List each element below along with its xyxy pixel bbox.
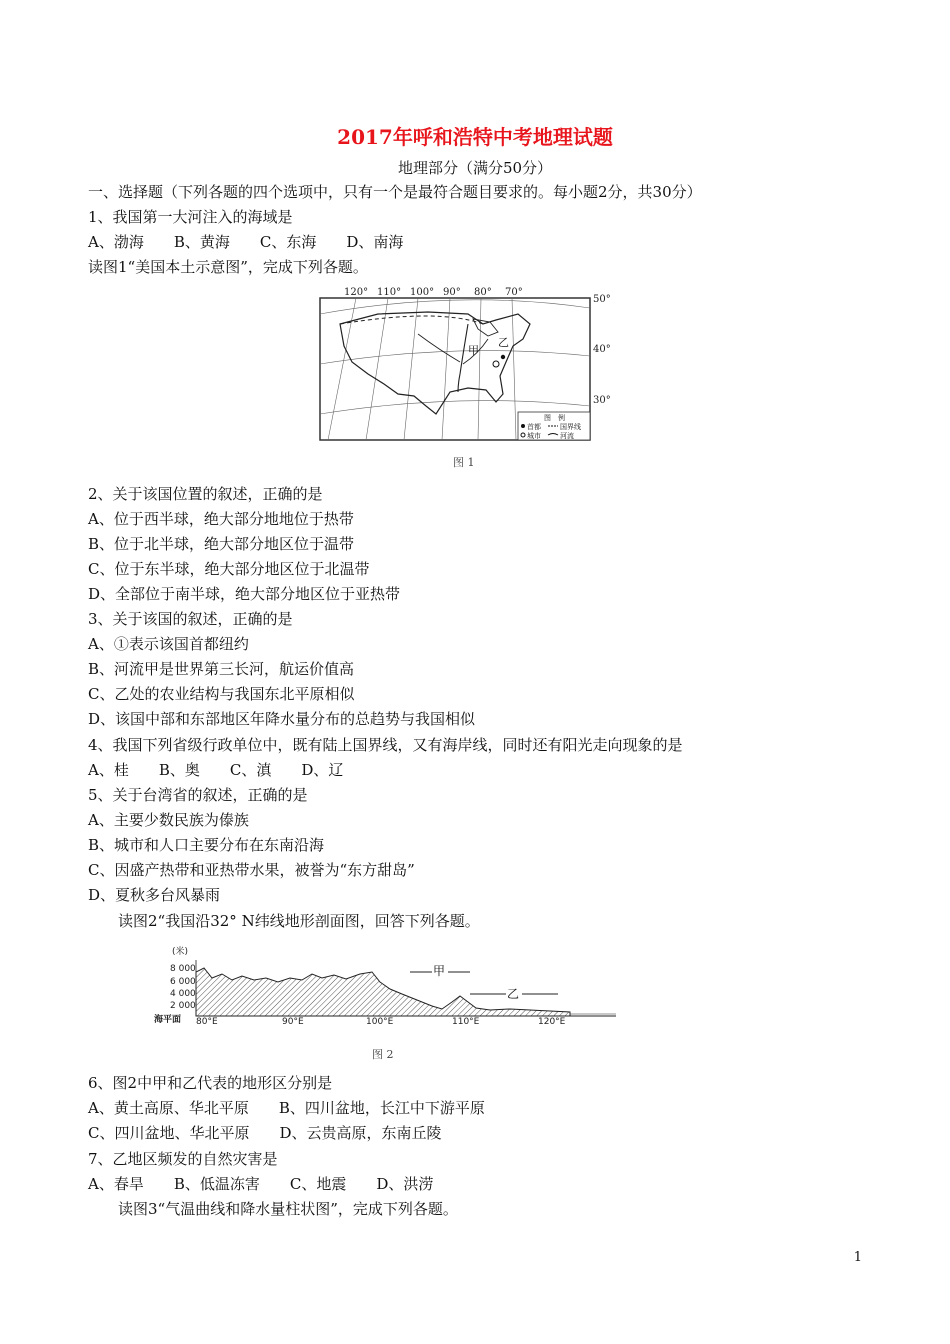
question-7-stem: 7、乙地区频发的自然灾害是 (88, 1150, 278, 1168)
lon-label-4: 80° (474, 287, 492, 298)
question-2-option-d: D、全部位于南半球，绝大部分地区位于亚热带 (88, 585, 401, 603)
page-title: 2017年呼和浩特中考地理试题 (337, 125, 613, 149)
question-3-option-b: B、河流甲是世界第三长河，航运价值高 (88, 660, 355, 678)
x-tick-1: 90°E (282, 1017, 304, 1027)
figure-1-caption: 图 1 (453, 456, 475, 469)
y-tick-1: 6 000 (170, 977, 196, 987)
figure-2-terrain-profile (150, 944, 620, 1066)
legend-capital: 首都 (527, 423, 541, 431)
figure-1-us-map (318, 284, 618, 474)
question-5-option-b: B、城市和人口主要分布在东南沿海 (88, 836, 325, 854)
legend-river: 河流 (560, 432, 574, 440)
lon-label-3: 90° (443, 287, 461, 298)
x-tick-0: 80°E (196, 1017, 218, 1027)
lon-label-1: 110° (377, 287, 402, 298)
map-label-yi: 乙 (498, 336, 509, 349)
x-tick-4: 120°E (538, 1017, 566, 1027)
legend-title: 图 例 (544, 414, 565, 422)
x-tick-2: 100°E (366, 1017, 394, 1027)
question-6-stem: 6、图2中甲和乙代表的地形区分别是 (88, 1074, 333, 1092)
legend-city: 城市 (527, 432, 541, 440)
lat-label-2: 30° (593, 395, 611, 406)
question-2-stem: 2、关于该国位置的叙述，正确的是 (88, 485, 323, 503)
question-2-option-b: B、位于北半球，绝大部分地区位于温带 (88, 535, 355, 553)
question-3-option-a: A、①表示该国首都纽约 (88, 635, 249, 653)
question-5-option-c: C、因盛产热带和亚热带水果，被誉为“东方甜岛” (88, 861, 415, 879)
question-4-stem: 4、我国下列省级行政单位中，既有陆上国界线，又有海岸线，同时还有阳光走向现象的是 (88, 736, 683, 754)
figure-3-intro: 读图3“气温曲线和降水量柱状图”，完成下列各题。 (118, 1200, 458, 1218)
map-label-jia: 甲 (468, 344, 479, 357)
lat-label-1: 40° (593, 344, 611, 355)
lon-label-2: 100° (410, 287, 435, 298)
page-subtitle: 地理部分（满分50分） (397, 159, 553, 177)
page-number: 1 (853, 1250, 862, 1265)
lat-label-0: 50° (593, 294, 611, 305)
question-1-stem: 1、我国第一大河注入的海域是 (88, 208, 293, 226)
figure-2-caption: 图 2 (372, 1048, 394, 1061)
capital-dot (501, 355, 505, 359)
question-4-options: A、桂 B、奥 C、滇 D、辽 (88, 761, 344, 779)
question-6-options-cd: C、四川盆地、华北平原 D、云贵高原，东南丘陵 (88, 1124, 442, 1142)
figure-2-intro: 读图2“我国沿32° N纬线地形剖面图，回答下列各题。 (118, 912, 480, 930)
question-2-option-a: A、位于西半球，绝大部分地地位于热带 (88, 510, 354, 528)
question-5-option-d: D、夏秋多台风暴雨 (88, 886, 221, 904)
profile-label-yi: 乙 (507, 987, 520, 1001)
question-7-options: A、春旱 B、低温冻害 C、地震 D、洪涝 (88, 1175, 434, 1193)
profile-label-jia: 甲 (433, 964, 446, 978)
lon-label-5: 70° (505, 287, 523, 298)
y-unit: (米) (172, 947, 189, 957)
question-3-option-d: D、该国中部和东部地区年降水量分布的总趋势与我国相似 (88, 710, 476, 728)
section-heading: 一、选择题（下列各题的四个选项中，只有一个是最符合题目要求的。每小题2分，共30分） (88, 183, 702, 201)
question-6-options-ab: A、黄土高原、华北平原 B、四川盆地，长江中下游平原 (88, 1099, 485, 1117)
question-2-option-c: C、位于东半球，绝大部分地区位于北温带 (88, 560, 370, 578)
figure-1-intro: 读图1“美国本土示意图”，完成下列各题。 (88, 258, 368, 276)
x-tick-3: 110°E (452, 1017, 480, 1027)
question-1-options: A、渤海 B、黄海 C、东海 D、南海 (88, 233, 404, 251)
question-3-option-c: C、乙处的农业结构与我国东北平原相似 (88, 685, 355, 703)
question-5-option-a: A、主要少数民族为傣族 (88, 811, 249, 829)
lon-label-0: 120° (344, 287, 369, 298)
question-5-stem: 5、关于台湾省的叙述，正确的是 (88, 786, 308, 804)
y-tick-3: 2 000 (170, 1001, 196, 1011)
y-tick-2: 4 000 (170, 989, 196, 999)
sea-level-label: 海平面 (154, 1015, 182, 1025)
question-3-stem: 3、关于该国的叙述，正确的是 (88, 610, 293, 628)
y-tick-0: 8 000 (170, 964, 196, 974)
legend-border: 国界线 (560, 423, 581, 431)
